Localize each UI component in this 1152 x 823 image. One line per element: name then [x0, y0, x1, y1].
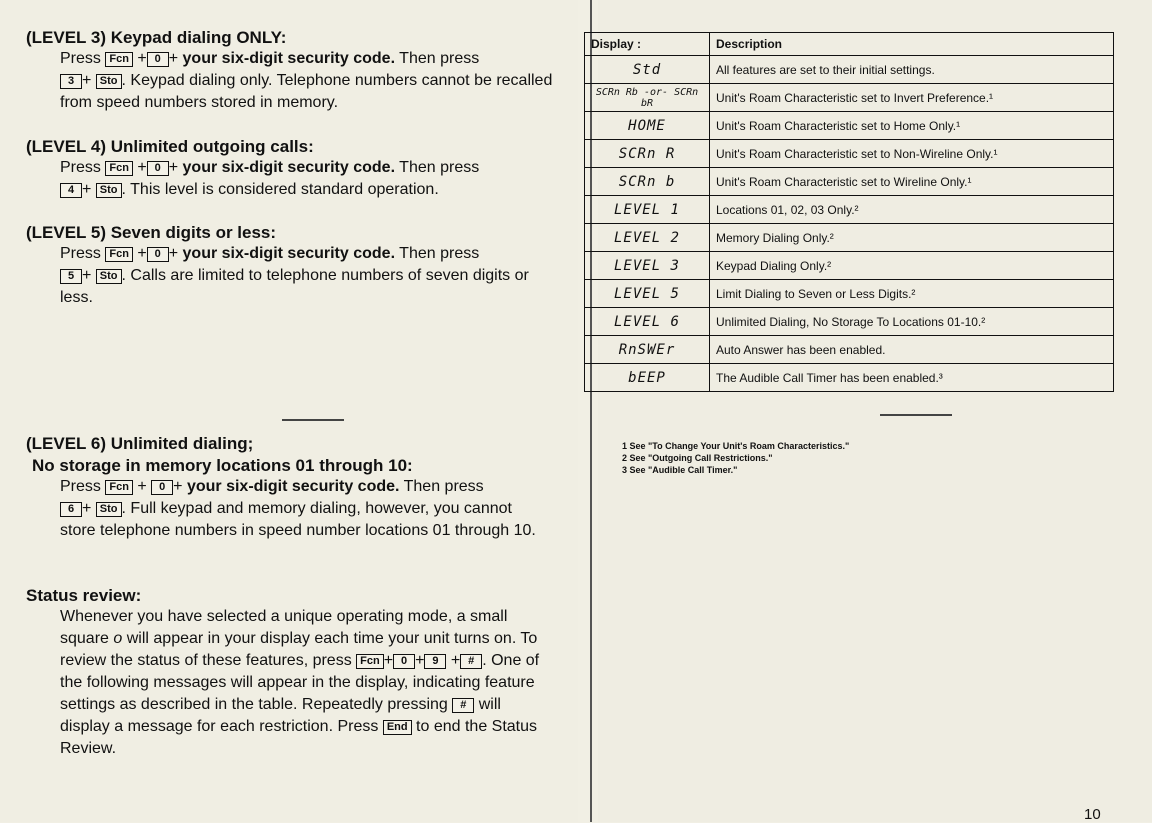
- table-row: [585, 168, 1114, 196]
- table-row: [585, 56, 1114, 84]
- footnotes: [622, 440, 849, 476]
- display-code: Std: [585, 56, 710, 84]
- zero-key: 0: [147, 52, 169, 67]
- description-cell: The Audible Call Timer has been enabled.³: [710, 364, 1114, 392]
- zero-key: 0: [147, 247, 169, 262]
- four-key: 4: [60, 183, 82, 198]
- table-row: [585, 252, 1114, 280]
- six-key: 6: [60, 502, 82, 517]
- level-4-title: (LEVEL 4) Unlimited outgoing calls:: [26, 137, 314, 156]
- table-row: [585, 336, 1114, 364]
- section-divider-right: [880, 414, 952, 416]
- display-code: LEVEL 3: [585, 252, 710, 280]
- display-code: SCRn Rb -or- SCRn bR: [585, 84, 710, 112]
- end-key: End: [383, 720, 412, 735]
- table-row: [585, 308, 1114, 336]
- sto-key: Sto: [96, 74, 122, 89]
- sto-key: Sto: [96, 183, 122, 198]
- description-cell: All features are set to their initial settings.: [710, 56, 1114, 84]
- sto-key: Sto: [96, 269, 122, 284]
- display-code: LEVEL 5: [585, 280, 710, 308]
- page-number: 10: [1084, 806, 1101, 823]
- level-5-body: Press Fcn + 0 + your six-digit security code. Then press 5 + Sto . Calls are limited to telephone numbers of seven digits or less.: [60, 245, 529, 306]
- display-code: RnSWEr: [585, 336, 710, 364]
- status-review-title: Status review:: [26, 586, 142, 605]
- level-6-body: Press Fcn + 0 + your six-digit security code. Then press 6 + Sto . Full keypad and memory dialing, however, you cannot store telephone numbers in speed number locations 01 through 10.: [60, 478, 536, 539]
- display-code: HOME: [585, 112, 710, 140]
- zero-key: 0: [393, 654, 415, 669]
- description-cell: Memory Dialing Only.²: [710, 224, 1114, 252]
- description-cell: Keypad Dialing Only.²: [710, 252, 1114, 280]
- square-indicator: o: [113, 630, 123, 647]
- fcn-key: Fcn: [356, 654, 384, 669]
- description-cell: Unlimited Dialing, No Storage To Locations 01-10.²: [710, 308, 1114, 336]
- status-review-body: Whenever you have selected a unique operating mode, a small square o will appear in your display each time your unit turns on. To review the status of these features, press Fcn + 0 + 9 + # . One of the following messages will appear in the display, indicating feature settings as described in the table. Repeatedly pressing # will display a message for each restriction. Press End to end the Status Review.: [60, 608, 540, 757]
- level-6-subtitle: No storage in memory locations 01 through 10:: [32, 456, 413, 475]
- level-3-body: Press Fcn + 0 + your six-digit security code. Then press 3 + Sto . Keypad dialing only. Telephone numbers cannot be recalled from speed numbers stored in memory.: [60, 50, 553, 111]
- section-divider-left: [282, 419, 344, 421]
- fcn-key: Fcn: [105, 52, 133, 67]
- footnote-1: 1 See "To Change Your Unit's Roam Characteristics.": [622, 441, 850, 451]
- zero-key: 0: [151, 480, 173, 495]
- level-4-body: Press Fcn + 0 + your six-digit security code. Then press 4 + Sto . This level is considered standard operation.: [60, 159, 480, 198]
- description-column-header: Description: [710, 33, 1114, 56]
- table-row: [585, 280, 1114, 308]
- hash-key: #: [460, 654, 482, 669]
- level-6-title: (LEVEL 6) Unlimited dialing;: [26, 434, 254, 453]
- table-row: [585, 196, 1114, 224]
- description-cell: Limit Dialing to Seven or Less Digits.²: [710, 280, 1114, 308]
- table-row: [585, 140, 1114, 168]
- fcn-key: Fcn: [105, 247, 133, 262]
- display-code: LEVEL 1: [585, 196, 710, 224]
- fcn-key: Fcn: [105, 161, 133, 176]
- description-cell: Unit's Roam Characteristic set to Wireline Only.¹: [710, 168, 1114, 196]
- description-cell: Locations 01, 02, 03 Only.²: [710, 196, 1114, 224]
- three-key: 3: [60, 74, 82, 89]
- display-code: LEVEL 2: [585, 224, 710, 252]
- display-code: SCRn R: [585, 140, 710, 168]
- nine-key: 9: [424, 654, 446, 669]
- table-header-row: [585, 33, 1114, 56]
- fcn-key: Fcn: [105, 480, 133, 495]
- footnote-2: 2 See "Outgoing Call Restrictions.": [622, 453, 773, 463]
- sto-key: Sto: [96, 502, 122, 517]
- level-3-title: (LEVEL 3) Keypad dialing ONLY:: [26, 28, 287, 47]
- status-messages-table: [584, 32, 1114, 392]
- table-row: [585, 364, 1114, 392]
- description-cell: Unit's Roam Characteristic set to Invert Preference.¹: [710, 84, 1114, 112]
- five-key: 5: [60, 269, 82, 284]
- display-code: LEVEL 6: [585, 308, 710, 336]
- hash-key: #: [452, 698, 474, 713]
- display-column-header: Display :: [585, 33, 710, 56]
- display-code: SCRn b: [585, 168, 710, 196]
- table-row: [585, 112, 1114, 140]
- description-cell: Unit's Roam Characteristic set to Non-Wireline Only.¹: [710, 140, 1114, 168]
- description-cell: Unit's Roam Characteristic set to Home Only.¹: [710, 112, 1114, 140]
- level-5-title: (LEVEL 5) Seven digits or less:: [26, 223, 277, 242]
- table-row: [585, 224, 1114, 252]
- description-cell: Auto Answer has been enabled.: [710, 336, 1114, 364]
- zero-key: 0: [147, 161, 169, 176]
- display-code: bEEP: [585, 364, 710, 392]
- footnote-3: 3 See "Audible Call Timer.": [622, 465, 738, 475]
- table-row: [585, 84, 1114, 112]
